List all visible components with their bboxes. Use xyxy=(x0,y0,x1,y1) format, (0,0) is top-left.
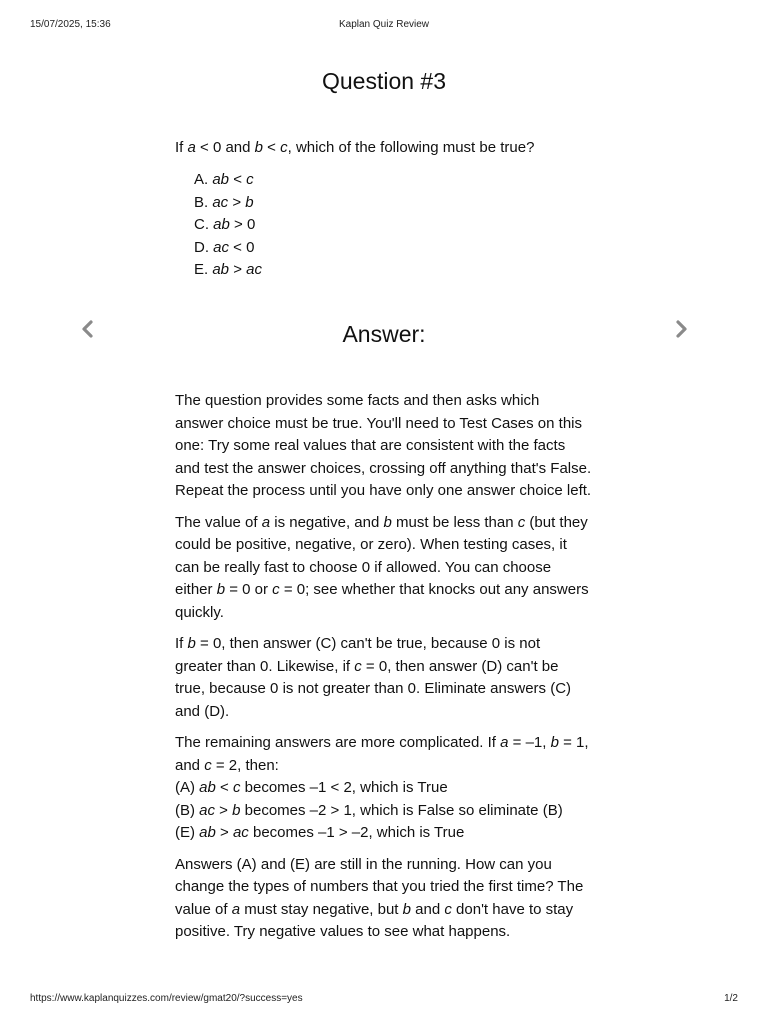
text-run: The value of xyxy=(175,513,262,531)
text-line: could be positive, negative, or zero). When testing cases, it xyxy=(175,536,567,553)
math-var: b xyxy=(402,900,411,918)
math-var: ab xyxy=(199,824,216,841)
text-run: If xyxy=(175,635,188,652)
print-page-title: Kaplan Quiz Review xyxy=(338,19,430,30)
choice-expr: ab xyxy=(212,171,230,188)
text-run: The remaining answers are more complicated. If xyxy=(175,734,501,751)
text-run: is negative, and xyxy=(270,513,384,531)
choice-op: > xyxy=(229,216,247,233)
text-line: The question provides some facts and then asks which xyxy=(175,392,540,409)
choice-expr: ac xyxy=(212,193,229,211)
choice-c xyxy=(194,214,262,237)
text-line: and test the answer choices, crossing off anything that's False. xyxy=(175,459,592,477)
print-datetime: 15/07/2025, 15:36 xyxy=(30,19,111,30)
math-var: c xyxy=(272,581,280,598)
text-run: and xyxy=(411,900,445,918)
text-run: don't have to stay xyxy=(451,900,574,918)
stem-var: c xyxy=(280,139,288,156)
text-run: must stay negative, but xyxy=(240,900,403,918)
math-var: c xyxy=(517,513,526,531)
text-line xyxy=(175,656,600,679)
choice-letter: C. xyxy=(194,216,214,233)
text-line xyxy=(175,755,600,778)
text-line xyxy=(175,777,600,800)
question-title: Question #3 xyxy=(321,68,447,94)
text-run: = 0, then answer (D) can't be xyxy=(361,657,559,675)
print-page-count: 1/2 xyxy=(724,993,738,1004)
text-run: value of xyxy=(175,900,232,918)
choice-expr: ac xyxy=(246,261,262,278)
text-run: = 0 or xyxy=(225,581,273,598)
text-run: = –1, xyxy=(508,734,551,751)
print-url: https://www.kaplanquizzes.com/review/gmat20/?success=yes xyxy=(30,993,303,1004)
explanation-paragraph xyxy=(175,633,600,723)
text-line: change the types of numbers that you tried the first time? The xyxy=(175,878,584,895)
text-run: = 1, xyxy=(558,734,589,751)
math-var: ac xyxy=(232,824,249,841)
text-run: (B) xyxy=(175,801,200,819)
text-line xyxy=(175,899,600,922)
text-line xyxy=(175,633,600,656)
text-line xyxy=(175,800,600,823)
text-line: Repeat the process until you have only one answer choice left. xyxy=(175,482,592,499)
answer-choices-list xyxy=(194,169,262,282)
math-var: a xyxy=(500,734,509,751)
math-var: ab xyxy=(199,779,216,796)
choice-op: < xyxy=(229,238,247,256)
choice-letter: D. xyxy=(194,238,214,256)
math-var: a xyxy=(231,900,241,918)
text-line: Answers (A) and (E) are still in the running. How can you xyxy=(175,855,552,873)
math-var: c xyxy=(204,756,212,774)
stem-text: < xyxy=(263,139,281,156)
choice-a xyxy=(194,169,262,192)
text-run: = 0; see whether that knocks out any answers xyxy=(279,581,589,598)
choice-letter: A. xyxy=(194,171,213,188)
choice-letter: B. xyxy=(194,193,213,211)
stem-var: a xyxy=(187,139,196,156)
choice-op: > xyxy=(229,261,247,278)
math-var: b xyxy=(187,635,196,652)
answer-explanation xyxy=(175,390,600,953)
choice-d xyxy=(194,237,262,260)
math-var: c xyxy=(444,900,452,918)
text-run: becomes –1 > –2, which is True xyxy=(248,824,465,841)
math-var: ac xyxy=(199,801,216,819)
text-line: and (D). xyxy=(175,702,230,720)
text-run: (but they xyxy=(525,513,588,531)
text-run: = 0, then answer (C) can't be true, because 0 is not xyxy=(195,635,541,652)
text-run: = 2, then: xyxy=(211,756,279,774)
text-run: and xyxy=(175,756,205,774)
choice-expr: b xyxy=(245,193,254,211)
choice-expr: c xyxy=(246,171,254,188)
explanation-paragraph xyxy=(175,732,600,845)
math-var: a xyxy=(261,513,271,531)
text-run: greater than 0. Likewise, if xyxy=(175,657,355,675)
choice-op: < xyxy=(229,171,247,188)
text-line: positive. Try negative values to see what happens. xyxy=(175,923,511,940)
text-line xyxy=(175,512,600,535)
text-line: true, because 0 is not greater than 0. Eliminate answers (C) xyxy=(175,680,572,697)
stem-text: , which of the following must be true? xyxy=(287,139,535,156)
math-var: c xyxy=(232,779,241,796)
choice-op: > xyxy=(228,193,246,211)
text-line: quickly. xyxy=(175,603,224,621)
text-line: answer choice must be true. You'll need to Test Cases on this xyxy=(175,414,582,432)
question-stem xyxy=(175,137,600,160)
explanation-paragraph xyxy=(175,854,600,944)
math-var: b xyxy=(383,513,392,531)
text-run: (A) xyxy=(175,779,200,796)
answer-title: Answer: xyxy=(342,321,426,347)
text-run: < xyxy=(215,779,233,796)
stem-text: If xyxy=(175,139,188,156)
choice-expr: ab xyxy=(212,261,230,278)
choice-value: 0 xyxy=(246,216,256,233)
text-run: > xyxy=(215,801,233,819)
choice-value: 0 xyxy=(246,238,255,256)
text-run: becomes –2 > 1, which is False so eliminate (B) xyxy=(240,801,563,819)
text-line: can be really fast to choose 0 if allowed. You can choose xyxy=(175,558,552,576)
math-var: c xyxy=(354,657,362,675)
choice-letter: E. xyxy=(194,261,213,278)
stem-var: b xyxy=(254,139,264,156)
text-run: either xyxy=(175,581,217,598)
choice-e xyxy=(194,259,262,282)
text-line: one: Try some real values that are consistent with the facts xyxy=(175,437,566,454)
choice-b xyxy=(194,192,262,215)
math-var: b xyxy=(232,801,241,819)
explanation-paragraph xyxy=(175,390,600,503)
choice-expr: ab xyxy=(213,216,230,233)
math-var: b xyxy=(216,581,226,598)
explanation-paragraph xyxy=(175,512,600,625)
math-var: b xyxy=(550,734,559,751)
text-line xyxy=(175,732,600,755)
text-line xyxy=(175,822,600,845)
text-run: > xyxy=(215,824,233,841)
text-line xyxy=(175,579,600,602)
text-run: becomes –1 < 2, which is True xyxy=(240,779,448,796)
text-run: must be less than xyxy=(391,513,518,531)
text-run: (E) xyxy=(175,824,200,841)
choice-expr: ac xyxy=(213,238,230,256)
stem-text: < 0 and xyxy=(195,139,255,156)
